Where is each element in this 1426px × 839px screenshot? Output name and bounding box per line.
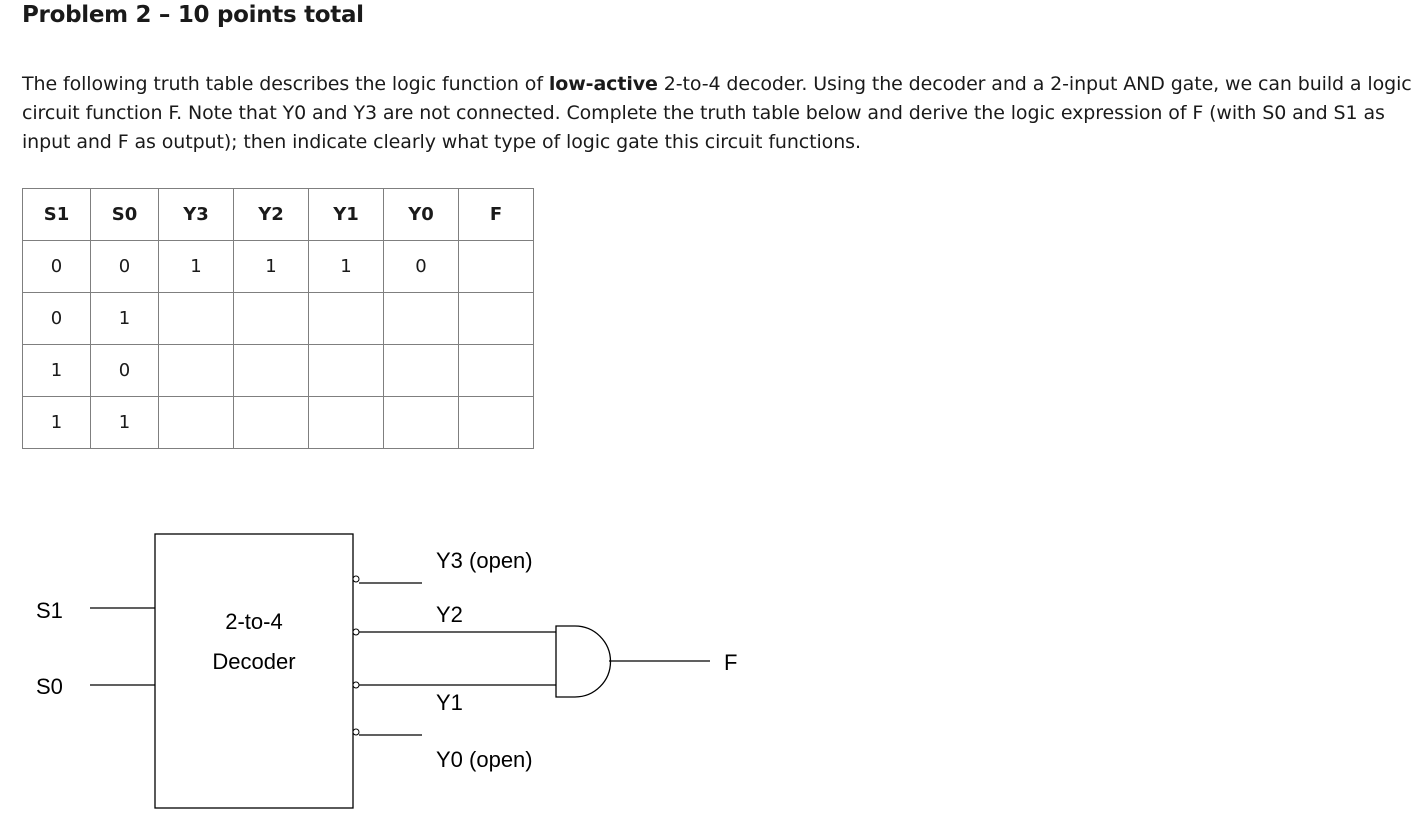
cell-y1[interactable] — [309, 293, 384, 345]
decoder-circuit-diagram — [0, 470, 800, 835]
cell-y2[interactable] — [234, 293, 309, 345]
header-y0: Y0 — [384, 189, 459, 241]
cell-f[interactable] — [459, 241, 534, 293]
table-row — [23, 293, 534, 345]
table-row — [23, 345, 534, 397]
cell-y3: 1 — [159, 241, 234, 293]
table-row — [23, 397, 534, 449]
truth-table-header-row — [23, 189, 534, 241]
cell-s1: 1 — [23, 397, 91, 449]
cell-y1[interactable] — [309, 397, 384, 449]
and-gate — [556, 626, 611, 697]
cell-f[interactable] — [459, 345, 534, 397]
description-bold: low-active — [548, 73, 658, 95]
y1-inversion-bubble — [353, 682, 359, 688]
y3-output-label: Y3 (open) — [436, 548, 533, 573]
y0-output-label: Y0 (open) — [436, 747, 533, 772]
f-output-label: F — [724, 650, 738, 675]
cell-s1: 0 — [23, 241, 91, 293]
cell-y3[interactable] — [159, 397, 234, 449]
header-s0: S0 — [91, 189, 159, 241]
header-y3: Y3 — [159, 189, 234, 241]
cell-s0: 1 — [91, 397, 159, 449]
header-f: F — [459, 189, 534, 241]
cell-y3[interactable] — [159, 345, 234, 397]
y3-inversion-bubble — [353, 576, 359, 582]
truth-table — [22, 188, 534, 449]
decoder-label-line2: Decoder — [212, 649, 296, 674]
s0-input-label: S0 — [36, 674, 63, 699]
cell-f[interactable] — [459, 397, 534, 449]
cell-s1: 1 — [23, 345, 91, 397]
cell-y2[interactable] — [234, 397, 309, 449]
y2-inversion-bubble — [353, 629, 359, 635]
cell-s1: 0 — [23, 293, 91, 345]
cell-y1[interactable] — [309, 345, 384, 397]
table-row — [23, 241, 534, 293]
cell-y3[interactable] — [159, 293, 234, 345]
cell-s0: 0 — [91, 241, 159, 293]
cell-s0: 0 — [91, 345, 159, 397]
cell-y0[interactable] — [384, 397, 459, 449]
cell-y2: 1 — [234, 241, 309, 293]
description-part1: The following truth table describes the logic function of — [22, 73, 549, 95]
decoder-label-line1: 2-to-4 — [225, 609, 283, 634]
y0-inversion-bubble — [353, 729, 359, 735]
cell-y0[interactable] — [384, 293, 459, 345]
header-y2: Y2 — [234, 189, 309, 241]
problem-heading: Problem 2 – 10 points total — [22, 2, 364, 28]
header-y1: Y1 — [309, 189, 384, 241]
description-part2: 2-to-4 decoder. Using the decoder and a 2-input AND gate, we can build a logic circuit function F. Note that Y0 and Y3 are not connected. Complete the truth table below and derive the logic expression of F (with S0 and S1 as input and F as output); then indicate clearly what type of logic gate this circuit functions. — [22, 73, 1412, 153]
header-s1: S1 — [23, 189, 91, 241]
s1-input-label: S1 — [36, 598, 63, 623]
cell-y2[interactable] — [234, 345, 309, 397]
cell-f[interactable] — [459, 293, 534, 345]
problem-description — [22, 70, 1414, 157]
cell-y0: 0 — [384, 241, 459, 293]
y2-output-label: Y2 — [436, 602, 463, 627]
y1-output-label: Y1 — [436, 690, 463, 715]
cell-y1: 1 — [309, 241, 384, 293]
cell-s0: 1 — [91, 293, 159, 345]
cell-y0[interactable] — [384, 345, 459, 397]
